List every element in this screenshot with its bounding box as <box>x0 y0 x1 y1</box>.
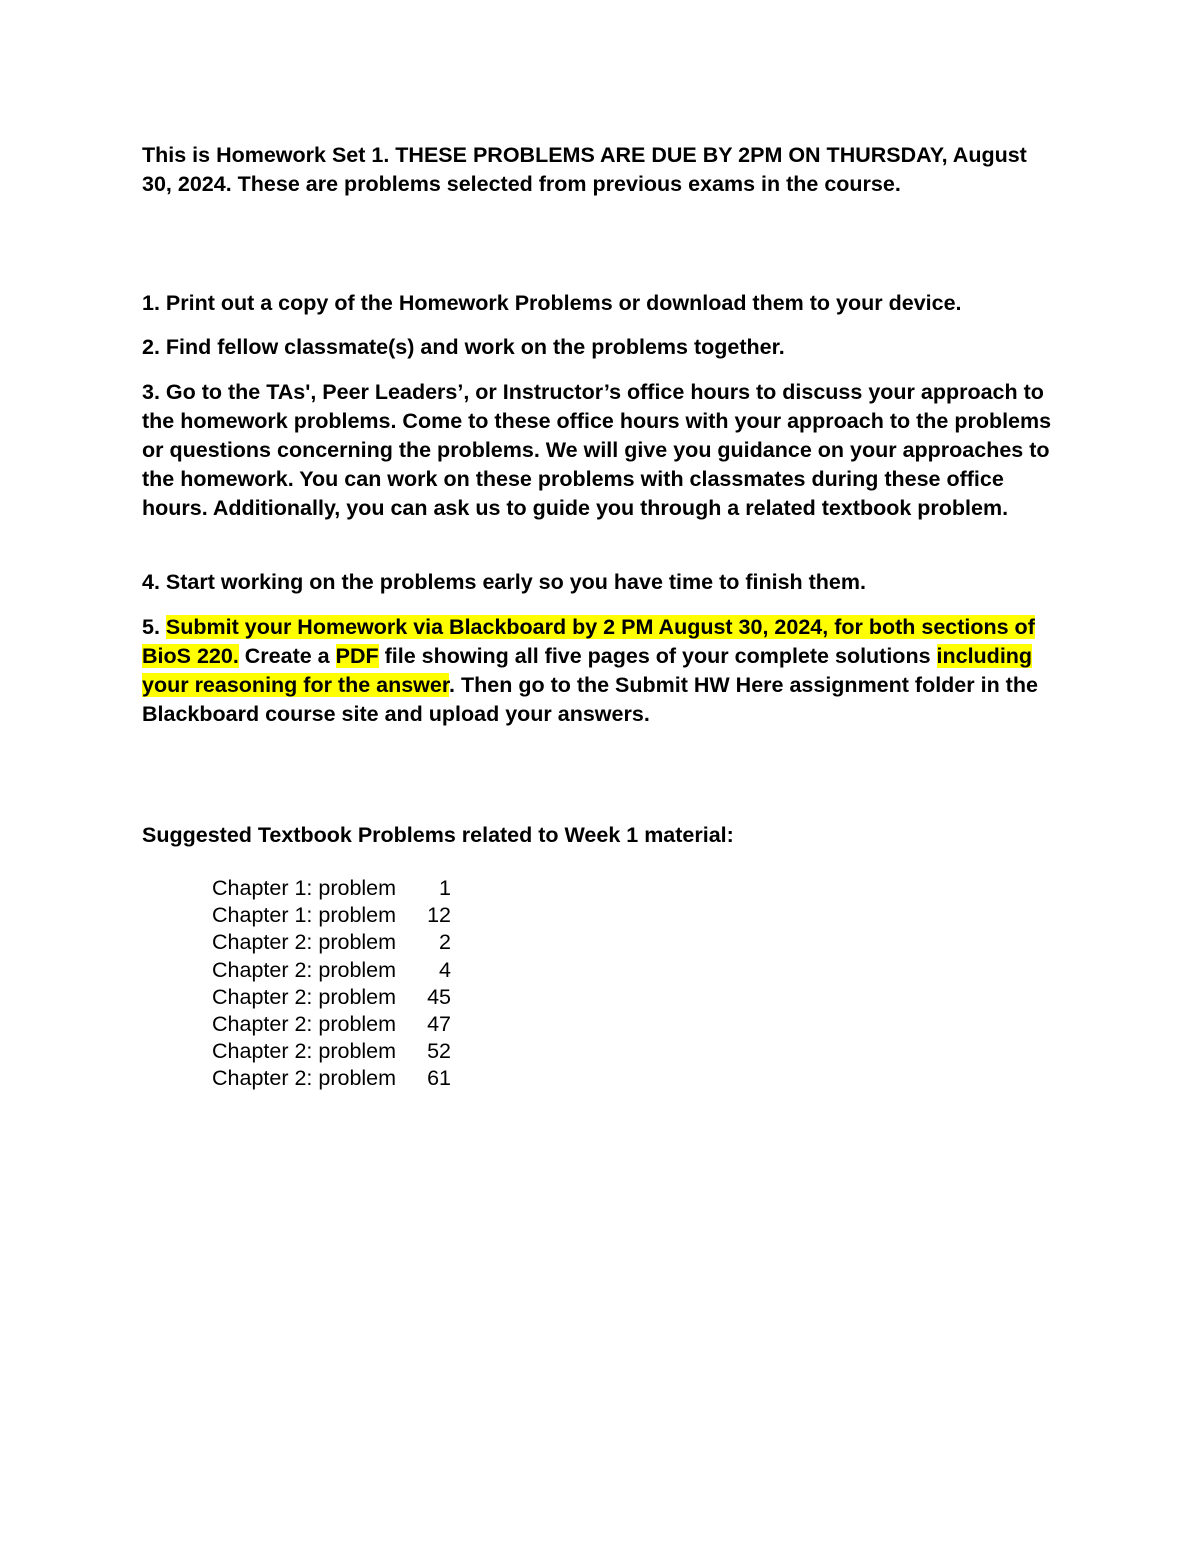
problem-number: 45 <box>427 984 451 1009</box>
problem-number: 1 <box>439 876 451 900</box>
step-3: 3. Go to the TAs', Peer Leaders’, or Instructor’s office hours to discuss your approach to the homework problems. Come to these office hours with your approach to the problems or questions concerning the problems. We will give you guidance on your approaches to the homework. You can work on these problems with classmates during these office hours. Additionally, you can ask us to guide you through a related textbook problem. <box>142 380 1052 520</box>
suggested-heading: Suggested Textbook Problems related to Week 1 material: <box>142 823 734 847</box>
problem-label: Chapter 2: problem <box>212 957 397 982</box>
list-item <box>212 957 451 984</box>
problem-label: Chapter 2: problem <box>212 984 397 1009</box>
problem-number: 2 <box>439 930 451 955</box>
suggested-problems-list <box>212 875 451 1093</box>
step-5-text-file: file showing all five pages of your complete solutions <box>378 644 937 668</box>
step-4: 4. Start working on the problems early so you have time to finish them. <box>142 570 866 594</box>
list-item <box>212 1011 451 1038</box>
intro-paragraph: This is Homework Set 1. THESE PROBLEMS ARE DUE BY 2PM ON THURSDAY, August 30, 2024. These are problems selected from previous exams in the course. <box>142 143 1027 196</box>
problem-number: 4 <box>439 957 451 982</box>
step-1: 1. Print out a copy of the Homework Problems or download them to your device. <box>142 291 962 315</box>
problem-label: Chapter 1: problem <box>212 876 397 900</box>
problem-number: 47 <box>427 1012 451 1037</box>
problem-label: Chapter 2: problem <box>212 1039 397 1064</box>
step-5-highlight-reasoning: including your reasoning for the answer <box>142 644 1033 697</box>
step-2: 2. Find fellow classmate(s) and work on the problems together. <box>142 335 785 359</box>
list-item <box>212 984 451 1011</box>
list-item <box>212 902 451 929</box>
step-5-text-upload: . Then go to the Submit HW Here assignment folder in the Blackboard course site and upload your answers. <box>142 673 1038 726</box>
problem-number: 52 <box>427 1039 451 1064</box>
problem-number: 61 <box>427 1066 451 1091</box>
step-5-highlight-submit: Submit your Homework via Blackboard by 2 PM August 30, 2024, for both sections of BioS 220. <box>142 615 1035 668</box>
list-item <box>212 1038 451 1065</box>
problem-label: Chapter 2: problem <box>212 1066 397 1091</box>
step-5-number: 5. <box>142 615 166 639</box>
step-5 <box>142 613 1062 729</box>
step-5-text-create: Create a <box>238 644 336 668</box>
list-item <box>212 929 451 956</box>
problem-label: Chapter 1: problem <box>212 903 397 928</box>
list-item <box>212 1065 451 1092</box>
problem-label: Chapter 2: problem <box>212 930 397 955</box>
list-item <box>212 875 451 902</box>
step-5-highlight-pdf: PDF <box>335 644 379 668</box>
problem-label: Chapter 2: problem <box>212 1012 397 1037</box>
problem-number: 12 <box>427 903 451 928</box>
